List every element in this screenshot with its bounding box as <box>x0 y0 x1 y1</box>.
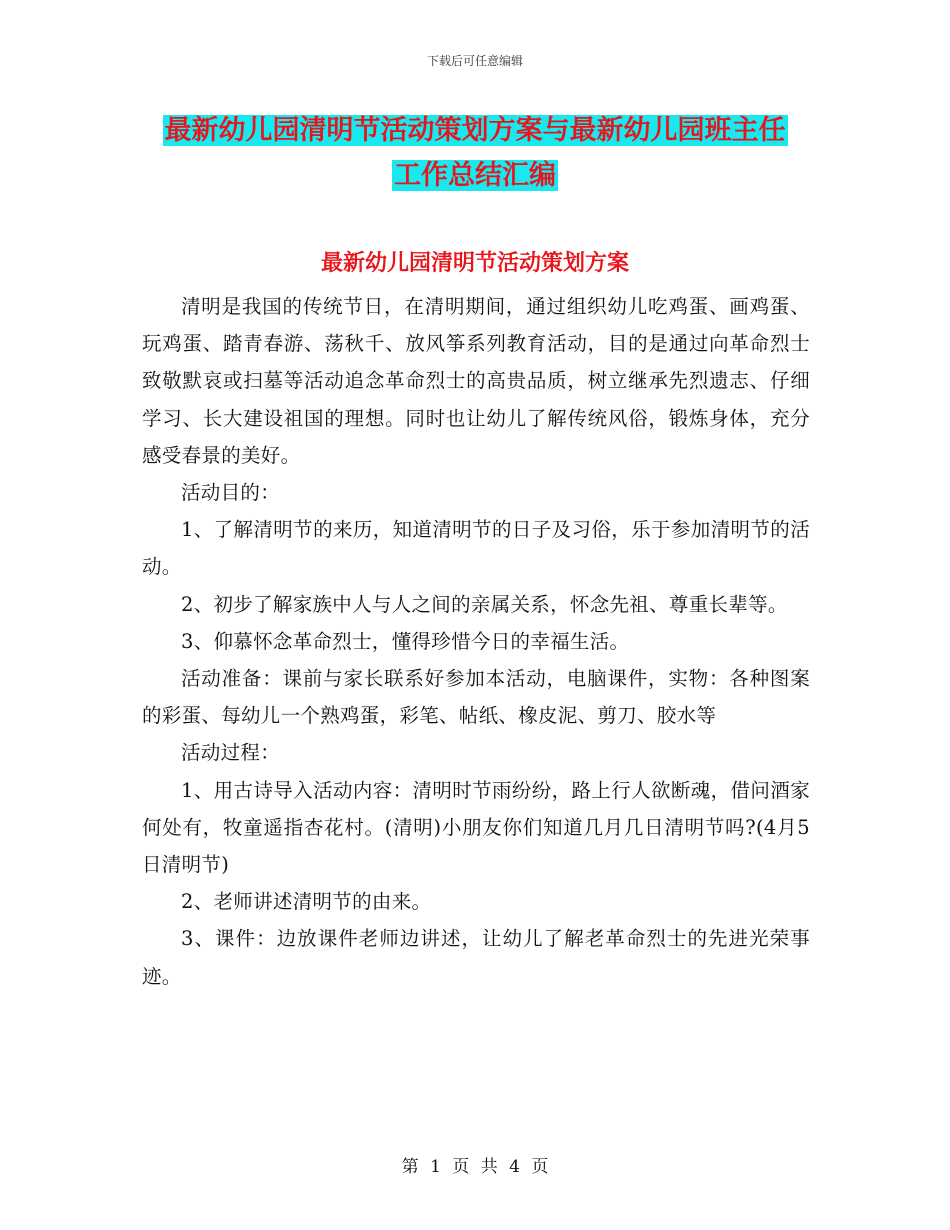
page-footer: 第 1 页 共 4 页 <box>401 1157 549 1177</box>
document-body <box>142 288 810 995</box>
document-title-line-1: 最新幼儿园清明节活动策划方案与最新幼儿园班主任 <box>164 115 786 146</box>
document-title <box>140 108 810 198</box>
paragraph-process-2: 2、老师讲述清明节的由来。 <box>181 890 432 914</box>
document-title-line-2: 工作总结汇编 <box>394 160 556 191</box>
paragraph-preparation: 活动准备：课前与家长联系好参加本活动，电脑课件，实物：各种图案的彩蛋、每幼儿一个熟鸡蛋，彩笔、帖纸、橡皮泥、剪刀、胶水等 <box>142 667 810 728</box>
paragraph-goal-2: 2、初步了解家族中人与人之间的亲属关系，怀念先祖、尊重长辈等。 <box>181 592 788 616</box>
paragraph-goal-1: 1、了解清明节的来历，知道清明节的日子及习俗，乐于参加清明节的活动。 <box>142 518 810 579</box>
section-title: 最新幼儿园清明节活动策划方案 <box>320 251 629 276</box>
paragraph-process-1: 1、用古诗导入活动内容：清明时节雨纷纷，路上行人欲断魂，借问酒家何处有，牧童遥指杏花村。(清明)小朋友你们知道几月几日清明节吗?(4月5日清明节) <box>142 778 810 877</box>
paragraph-goal-3: 3、仰慕怀念革命烈士，懂得珍惜今日的幸福生活。 <box>181 629 630 653</box>
paragraph-goals-heading: 活动目的： <box>181 481 281 505</box>
paragraph-intro: 清明是我国的传统节日，在清明期间，通过组织幼儿吃鸡蛋、画鸡蛋、玩鸡蛋、踏青春游、荡秋千、放风筝系列教育活动，目的是通过向革命烈士致敬默哀或扫墓等活动追念革命烈士的高贵品质，树立继承先烈遗志、仔细学习、长大建设祖国的理想。同时也让幼儿了解传统风俗，锻炼身体，充分感受春景的美好。 <box>142 295 810 467</box>
paragraph-process-3: 3、课件：边放课件老师边讲述，让幼儿了解老革命烈士的先进光荣事迹。 <box>142 927 810 988</box>
header-note: 下载后可任意编辑 <box>426 54 523 68</box>
paragraph-process-heading: 活动过程： <box>181 741 281 765</box>
